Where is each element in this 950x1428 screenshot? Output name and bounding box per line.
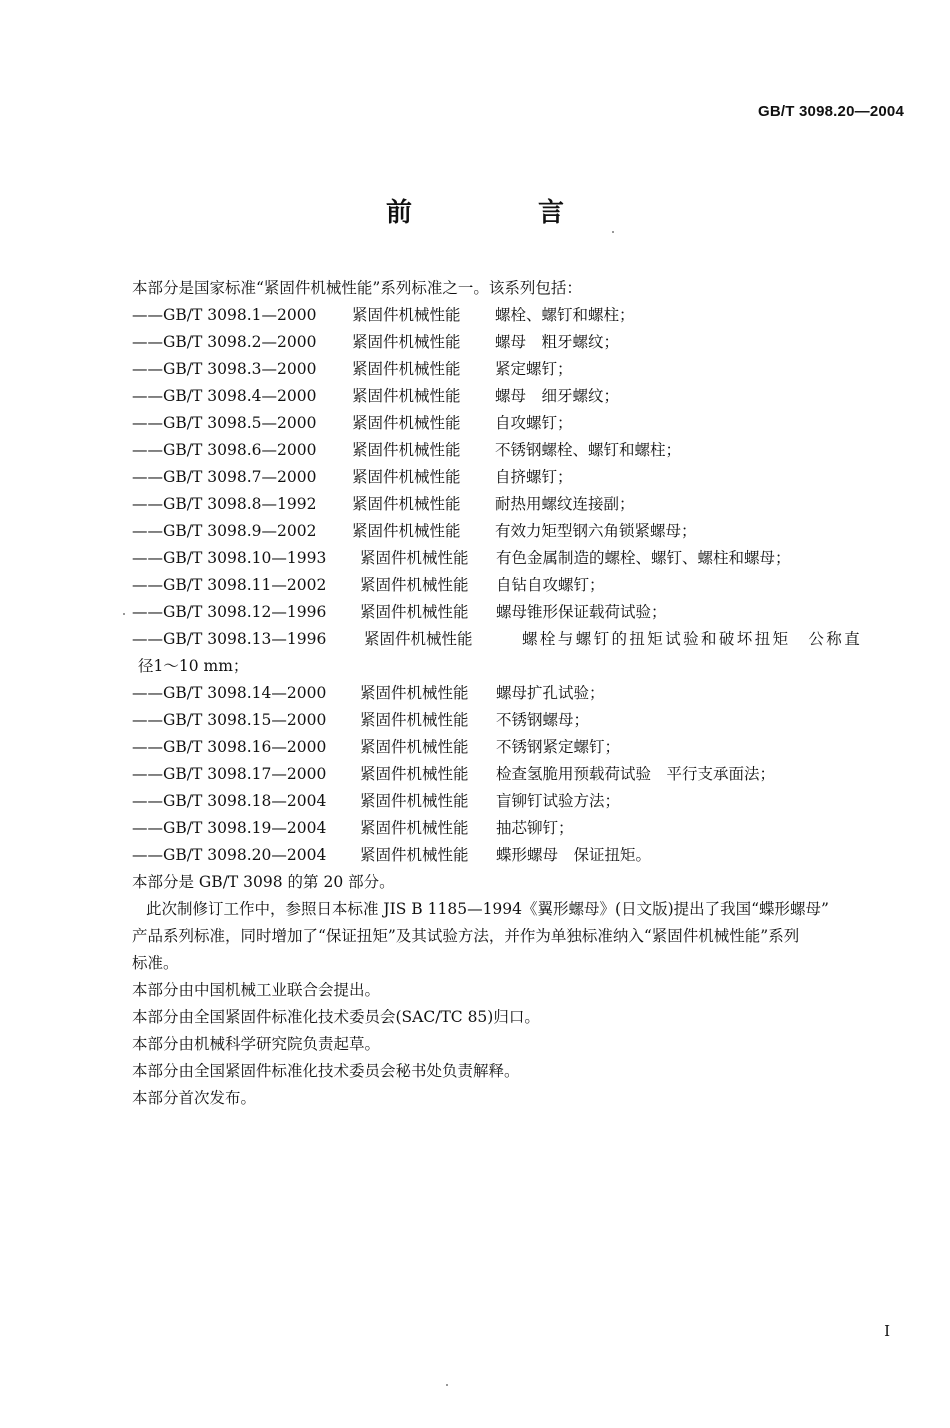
series-subject: 螺母 细牙螺纹； <box>495 387 620 405</box>
series-code: ——GB/T 3098.18—2004 <box>132 792 327 810</box>
series-code: ——GB/T 3098.10—1993 <box>132 549 327 567</box>
series-category: 紧固件机械性能 <box>360 603 469 621</box>
closing-statement: 本部分由全国紧固件标准化技术委员会秘书处负责解释。 <box>132 1062 520 1080</box>
series-item <box>132 464 904 491</box>
scan-speck <box>612 231 614 233</box>
series-category: 紧固件机械性能 <box>360 684 469 702</box>
series-subject: 自攻螺钉； <box>495 414 573 432</box>
series-subject: 自挤螺钉； <box>495 468 573 486</box>
scan-speck <box>446 1384 448 1386</box>
series-subject: 不锈钢螺母； <box>496 711 590 729</box>
document-body <box>132 275 904 1112</box>
series-category: 紧固件机械性能 <box>360 765 469 783</box>
series-subject: 不锈钢螺栓、螺钉和螺柱； <box>495 441 682 459</box>
page-title: 前 言 <box>385 198 614 228</box>
series-code: ——GB/T 3098.8—1992 <box>132 495 317 513</box>
series-category: 紧固件机械性能 <box>352 495 461 513</box>
revision-line: 此次制修订工作中，参照日本标准 JIS B 1185—1994《翼形螺母》(日文版)提出了我国“蝶形螺母” <box>146 900 829 918</box>
series-item <box>132 680 904 707</box>
series-code: ——GB/T 3098.5—2000 <box>132 414 317 432</box>
series-code: ——GB/T 3098.1—2000 <box>132 306 317 324</box>
series-category: 紧固件机械性能 <box>352 441 461 459</box>
series-item <box>132 383 904 410</box>
series-item <box>132 437 904 464</box>
series-item <box>132 329 904 356</box>
standard-code: GB/T 3098.20—2004 <box>758 103 904 120</box>
series-code: ——GB/T 3098.9—2002 <box>132 522 317 540</box>
series-category: 紧固件机械性能 <box>352 333 461 351</box>
series-item <box>132 545 904 572</box>
series-category: 紧固件机械性能 <box>360 792 469 810</box>
series-code: ——GB/T 3098.17—2000 <box>132 765 327 783</box>
scan-speck <box>123 613 125 615</box>
series-list <box>132 302 904 626</box>
series-subject: 紧定螺钉； <box>495 360 573 378</box>
series-category: 紧固件机械性能 <box>360 576 469 594</box>
series-category: 紧固件机械性能 <box>360 846 469 864</box>
series-item <box>132 410 904 437</box>
series-subject: 盲铆钉试验方法； <box>496 792 621 810</box>
series-category: 紧固件机械性能 <box>360 549 469 567</box>
series-code: ——GB/T 3098.4—2000 <box>132 387 317 405</box>
series-item <box>132 707 904 734</box>
series-subject: 螺母 粗牙螺纹； <box>495 333 620 351</box>
series-subject: 有色金属制造的螺栓、螺钉、螺柱和螺母； <box>496 549 791 567</box>
series-subject: 自钻自攻螺钉； <box>496 576 605 594</box>
series-category: 紧固件机械性能 <box>352 522 461 540</box>
series-code: ——GB/T 3098.19—2004 <box>132 819 327 837</box>
series-item <box>132 734 904 761</box>
revision-paragraph <box>132 896 904 977</box>
series-category: 紧固件机械性能 <box>360 738 469 756</box>
series-code: ——GB/T 3098.13—1996 <box>132 630 327 648</box>
series-code: ——GB/T 3098.12—1996 <box>132 603 327 621</box>
series-subject: 螺栓、螺钉和螺柱； <box>495 306 635 324</box>
series-category: 紧固件机械性能 <box>352 306 461 324</box>
series-subject: 检查氢脆用预载荷试验 平行支承面法； <box>496 765 776 783</box>
series-item <box>132 518 904 545</box>
series-category: 紧固件机械性能 <box>352 387 461 405</box>
series-item-wrapped <box>132 626 904 680</box>
series-code: ——GB/T 3098.2—2000 <box>132 333 317 351</box>
series-subject: 有效力矩型钢六角锁紧螺母； <box>495 522 697 540</box>
series-code: ——GB/T 3098.14—2000 <box>132 684 327 702</box>
series-subject: 螺母锥形保证载荷试验； <box>496 603 667 621</box>
series-item <box>132 788 904 815</box>
series-code: ——GB/T 3098.20—2004 <box>132 846 327 864</box>
series-category: 紧固件机械性能 <box>352 468 461 486</box>
series-subject: 耐热用螺纹连接副； <box>495 495 635 513</box>
series-subject: 螺母扩孔试验； <box>496 684 605 702</box>
series-code: ——GB/T 3098.3—2000 <box>132 360 317 378</box>
series-item <box>132 572 904 599</box>
series-subject: 蝶形螺母 保证扭矩。 <box>496 846 652 864</box>
series-subject: 不锈钢紧定螺钉； <box>496 738 621 756</box>
series-subject: 螺栓与螺钉的扭矩试验和破坏扭矩 公称直 <box>522 630 863 648</box>
series-code: ——GB/T 3098.16—2000 <box>132 738 327 756</box>
part-statement: 本部分是 GB/T 3098 的第 20 部分。 <box>132 873 395 891</box>
series-item <box>132 491 904 518</box>
series-item <box>132 842 904 869</box>
closing-statement: 本部分由机械科学研究院负责起草。 <box>132 1035 381 1053</box>
intro-text: 本部分是国家标准“紧固件机械性能”系列标准之一。该系列包括： <box>132 279 582 297</box>
closing-statement: 本部分首次发布。 <box>132 1089 257 1107</box>
series-code: ——GB/T 3098.15—2000 <box>132 711 327 729</box>
closing-statements <box>132 977 904 1112</box>
series-list-tail <box>132 680 904 869</box>
series-subject-continued: 径1～10 mm； <box>138 657 249 675</box>
series-item <box>132 815 904 842</box>
page-number: I <box>884 1322 890 1340</box>
series-category: 紧固件机械性能 <box>360 711 469 729</box>
closing-statement: 本部分由中国机械工业联合会提出。 <box>132 981 381 999</box>
series-category: 紧固件机械性能 <box>364 630 473 648</box>
series-code: ——GB/T 3098.6—2000 <box>132 441 317 459</box>
revision-line: 产品系列标准，同时增加了“保证扭矩”及其试验方法，并作为单独标准纳入“紧固件机械性能”系列 <box>132 927 800 945</box>
series-code: ——GB/T 3098.11—2002 <box>132 576 327 594</box>
revision-line: 标准。 <box>132 954 179 972</box>
series-code: ——GB/T 3098.7—2000 <box>132 468 317 486</box>
series-item <box>132 599 904 626</box>
series-category: 紧固件机械性能 <box>360 819 469 837</box>
series-item <box>132 356 904 383</box>
series-item <box>132 761 904 788</box>
series-subject: 抽芯铆钉； <box>496 819 574 837</box>
series-category: 紧固件机械性能 <box>352 360 461 378</box>
closing-statement: 本部分由全国紧固件标准化技术委员会(SAC/TC 85)归口。 <box>132 1008 540 1026</box>
series-item <box>132 302 904 329</box>
series-category: 紧固件机械性能 <box>352 414 461 432</box>
